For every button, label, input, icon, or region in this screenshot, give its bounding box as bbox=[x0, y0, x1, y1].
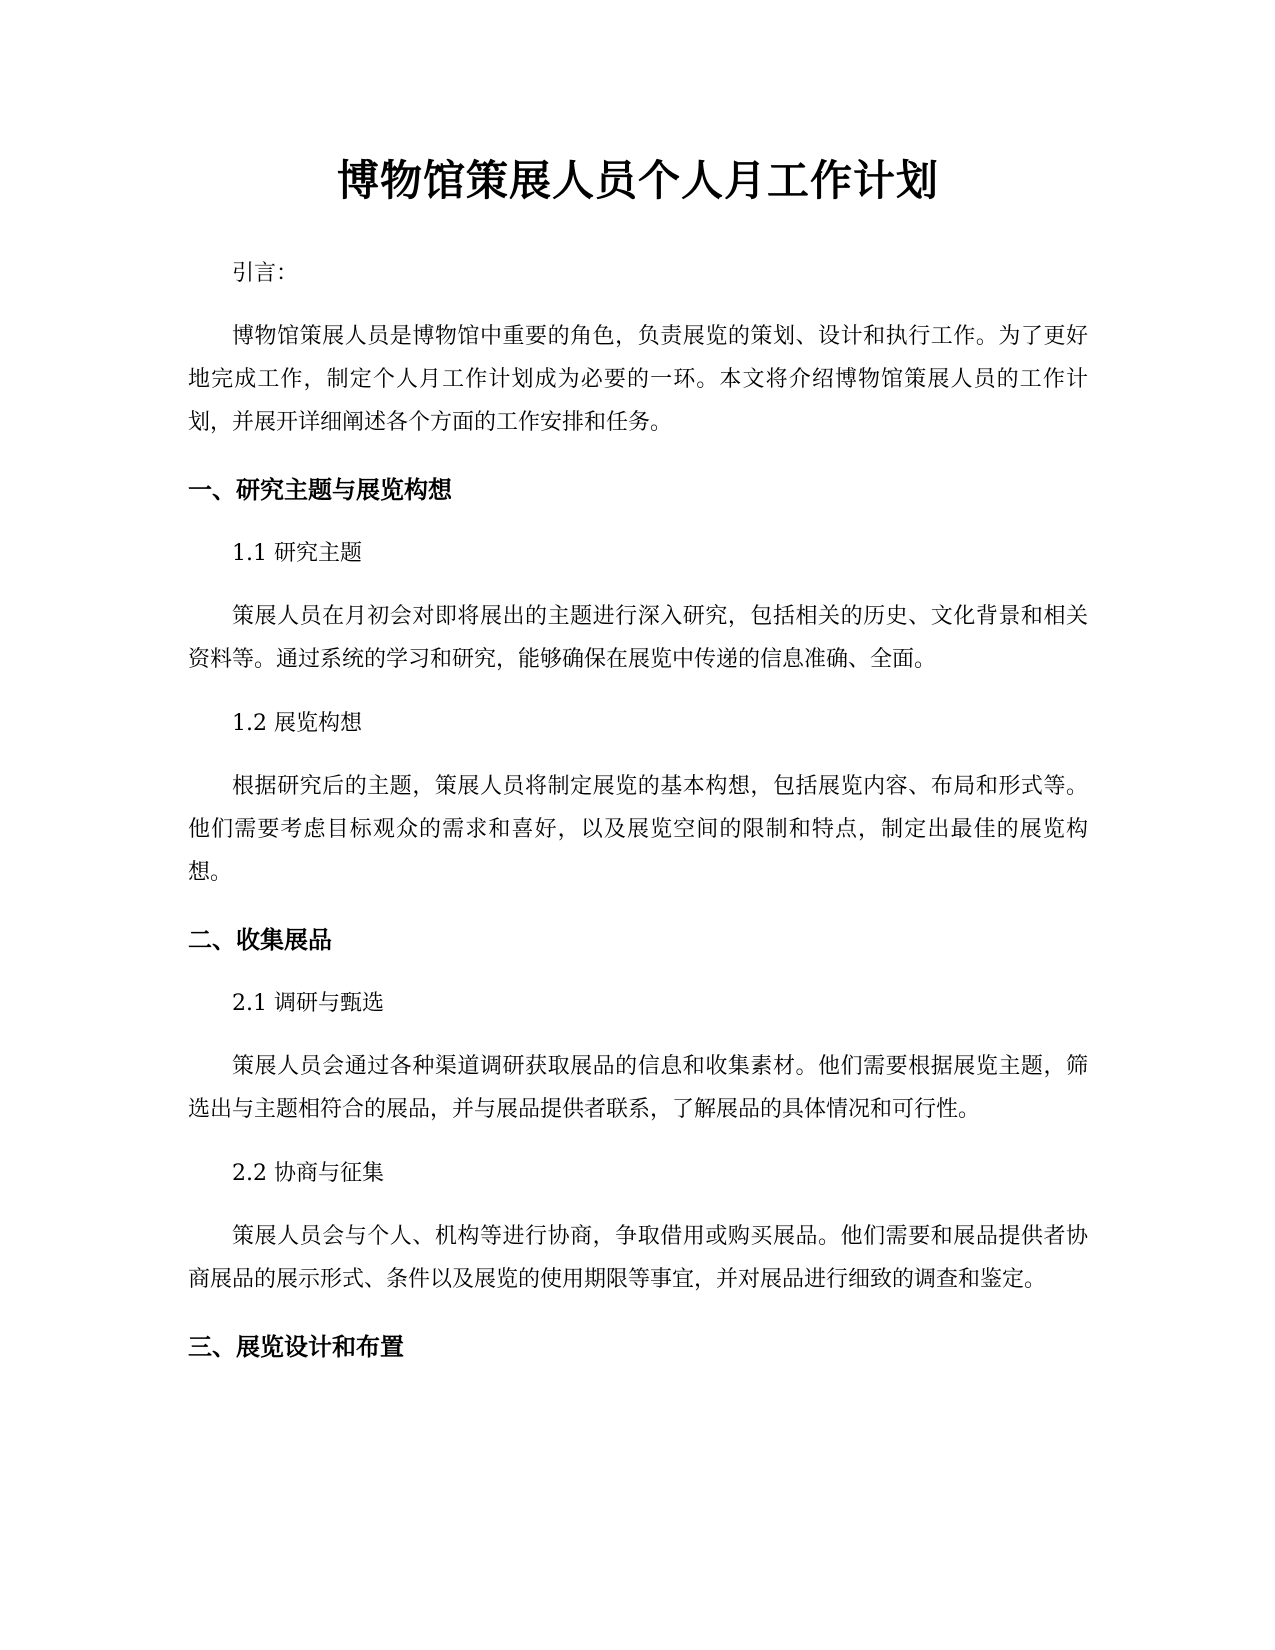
section-2-1-title: 2.1 调研与甄选 bbox=[232, 991, 384, 1016]
intro-label: 引言： bbox=[232, 261, 299, 286]
section-3-heading: 三、展览设计和布置 bbox=[188, 1333, 404, 1361]
section-2-heading: 二、收集展品 bbox=[188, 926, 332, 954]
section-1-2-title: 1.2 展览构想 bbox=[232, 711, 362, 736]
section-2-1-paragraph: 策展人员会通过各种渠道调研获取展品的信息和收集素材。他们需要根据展览主题，筛选出与主题相符合的展品，并与展品提供者联系，了解展品的具体情况和可行性。 bbox=[188, 1054, 1088, 1122]
section-1-heading: 一、研究主题与展览构想 bbox=[188, 476, 452, 504]
section-2-2-title: 2.2 协商与征集 bbox=[232, 1161, 384, 1186]
section-1-1-paragraph: 策展人员在月初会对即将展出的主题进行深入研究，包括相关的历史、文化背景和相关资料等。通过系统的学习和研究，能够确保在展览中传递的信息准确、全面。 bbox=[188, 604, 1088, 672]
section-1-1-title: 1.1 研究主题 bbox=[232, 541, 362, 566]
section-1-2-paragraph: 根据研究后的主题，策展人员将制定展览的基本构想，包括展览内容、布局和形式等。他们需要考虑目标观众的需求和喜好，以及展览空间的限制和特点，制定出最佳的展览构想。 bbox=[188, 774, 1088, 885]
intro-paragraph: 博物馆策展人员是博物馆中重要的角色，负责展览的策划、设计和执行工作。为了更好地完成工作，制定个人月工作计划成为必要的一环。本文将介绍博物馆策展人员的工作计划，并展开详细阐述各个方面的工作安排和任务。 bbox=[188, 324, 1088, 435]
section-2-2-paragraph: 策展人员会与个人、机构等进行协商，争取借用或购买展品。他们需要和展品提供者协商展品的展示形式、条件以及展览的使用期限等事宜，并对展品进行细致的调查和鉴定。 bbox=[188, 1224, 1088, 1292]
document-body bbox=[188, 150, 1088, 1368]
document-title: 博物馆策展人员个人月工作计划 bbox=[336, 156, 939, 205]
